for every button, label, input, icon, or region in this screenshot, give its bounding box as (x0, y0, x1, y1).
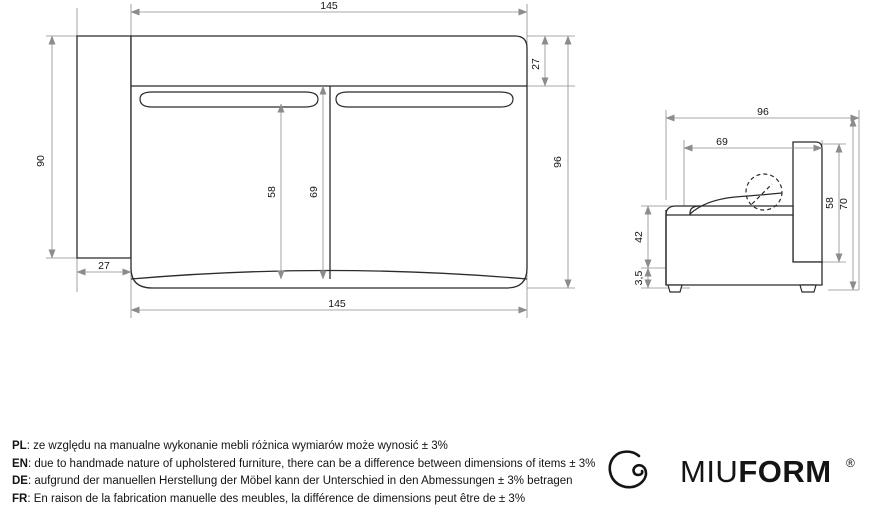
brand-registered-mark: ® (846, 456, 855, 470)
dim-seat-depth: 69 (716, 136, 728, 148)
dim-right-depth: 96 (552, 156, 564, 168)
dim-back-height: 58 (824, 197, 836, 209)
side-view-hidden-detail (746, 174, 782, 210)
dim-total-height: 70 (838, 198, 850, 210)
brand-logo (606, 448, 866, 504)
note-en-text: : due to handmade nature of upholstered furniture, there can be a difference between dimensions of items ± 3% (27, 457, 596, 470)
dim-left-height: 90 (35, 155, 47, 167)
note-fr (12, 491, 612, 509)
disclaimer-notes (12, 438, 612, 508)
top-view-body (77, 36, 527, 288)
note-en (12, 456, 612, 474)
note-de-lang: DE (12, 475, 28, 487)
brand-name-thin: MIU (680, 454, 739, 489)
dim-seat-depth-outer: 69 (308, 186, 320, 198)
note-en-lang: EN (12, 457, 28, 470)
dim-left-offset: 27 (98, 260, 110, 272)
brand-wordmark (680, 454, 832, 490)
dim-seat-depth-inner: 58 (266, 186, 278, 198)
note-fr-text: : En raison de la fabrication manuelle des meubles, la différence de dimensions peut être de ± 3% (27, 492, 526, 505)
dim-leg-height: 3,5 (633, 270, 645, 286)
note-pl (12, 438, 612, 456)
side-view-legs (668, 285, 816, 292)
side-view-body (666, 142, 822, 285)
dim-bottom-width: 145 (328, 298, 346, 310)
dim-arm-height: 42 (633, 231, 645, 243)
dim-top-width: 145 (320, 0, 338, 12)
note-de (12, 473, 612, 491)
brand-name-bold: FORM (738, 454, 832, 489)
miuform-heart-icon (606, 448, 676, 498)
note-pl-text: : ze względu na manualne wykonanie mebli różnica wymiarów może wynosić ± 3% (26, 440, 448, 452)
dim-total-depth: 96 (757, 106, 769, 118)
dim-backrest-depth: 27 (530, 58, 542, 70)
note-pl-lang: PL (12, 440, 27, 452)
note-fr-lang: FR (12, 492, 28, 505)
note-de-text: : aufgrund der manuellen Herstellung der Möbel kann der Unterschied in den Abmessungen ± 3% betragen (27, 475, 573, 487)
